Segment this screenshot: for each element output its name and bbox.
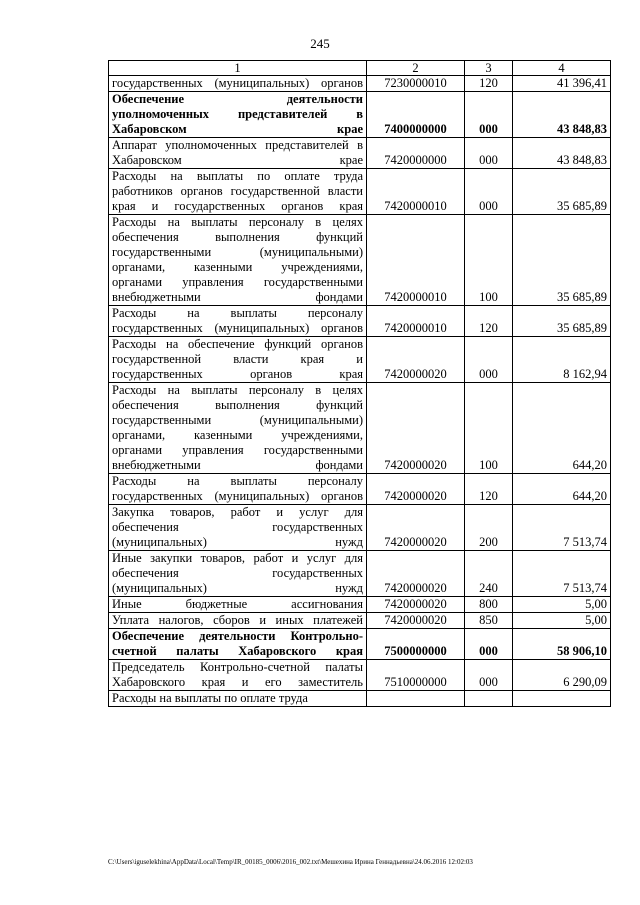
row-amount-cell: 58 906,10 [513,629,611,660]
row-code-cell: 7420000020 [367,505,465,551]
row-code-cell: 7420000010 [367,169,465,215]
row-name-cell: Расходы на выплаты персоналу государственных (муниципальных) органов [109,306,367,337]
row-code-cell: 7500000000 [367,629,465,660]
row-expense-type-cell: 000 [465,660,513,691]
column-header-amount: 4 [513,61,611,76]
row-code-cell: 7420000020 [367,551,465,597]
row-name-cell: Расходы на выплаты по оплате труда работников органов государственной власти края и государственных органов края [109,169,367,215]
row-expense-type-cell: 000 [465,138,513,169]
row-amount-cell: 35 685,89 [513,306,611,337]
row-amount-cell: 5,00 [513,613,611,629]
row-code-cell: 7420000020 [367,613,465,629]
budget-table [108,60,611,707]
table-row [109,660,611,691]
table-row [109,169,611,215]
table-row [109,597,611,613]
row-name-cell: Уплата налогов, сборов и иных платежей [109,613,367,629]
row-code-cell [367,691,465,707]
row-name-cell: Обеспечение деятельности Контрольно-счетной палаты Хабаровского края [109,629,367,660]
row-expense-type-cell: 200 [465,505,513,551]
row-amount-cell: 8 162,94 [513,337,611,383]
row-code-cell: 7420000010 [367,215,465,306]
row-expense-type-cell: 120 [465,76,513,92]
row-expense-type-cell: 000 [465,92,513,138]
row-name-cell: Председатель Контрольно-счетной палаты Хабаровского края и его заместитель [109,660,367,691]
row-amount-cell: 7 513,74 [513,505,611,551]
column-header-name: 1 [109,61,367,76]
row-expense-type-cell: 120 [465,306,513,337]
table-row [109,383,611,474]
table-row [109,337,611,383]
row-amount-cell: 41 396,41 [513,76,611,92]
row-name-cell: Аппарат уполномоченных представителей в Хабаровском крае [109,138,367,169]
row-code-cell: 7420000010 [367,306,465,337]
row-expense-type-cell: 100 [465,215,513,306]
row-amount-cell: 644,20 [513,383,611,474]
row-code-cell: 7420000000 [367,138,465,169]
table-row [109,306,611,337]
row-amount-cell: 6 290,09 [513,660,611,691]
row-name-cell: Закупка товаров, работ и услуг для обеспечения государственных (муниципальных) нужд [109,505,367,551]
column-header-expense-type: 3 [465,61,513,76]
row-amount-cell: 35 685,89 [513,215,611,306]
row-expense-type-cell: 800 [465,597,513,613]
row-name-cell: Иные закупки товаров, работ и услуг для обеспечения государственных (муниципальных) нужд [109,551,367,597]
row-code-cell: 7400000000 [367,92,465,138]
row-name-cell: государственных (муниципальных) органов [109,76,367,92]
row-code-cell: 7420000020 [367,337,465,383]
row-expense-type-cell: 120 [465,474,513,505]
row-name-cell: Расходы на выплаты персоналу в целях обеспечения выполнения функций государственными (муниципальными) органами, казенными учреждениями, органами управления государственными внебюджетными фондами [109,215,367,306]
table-row [109,215,611,306]
column-header-code: 2 [367,61,465,76]
table-row [109,92,611,138]
row-expense-type-cell [465,691,513,707]
row-name-cell: Расходы на выплаты персоналу государственных (муниципальных) органов [109,474,367,505]
table-row [109,76,611,92]
row-name-cell: Расходы на выплаты персоналу в целях обеспечения выполнения функций государственными (муниципальными) органами, казенными учреждениями, органами управления государственными внебюджетными фондами [109,383,367,474]
row-code-cell: 7230000010 [367,76,465,92]
row-expense-type-cell: 000 [465,169,513,215]
row-amount-cell: 43 848,83 [513,92,611,138]
row-amount-cell: 7 513,74 [513,551,611,597]
row-code-cell: 7420000020 [367,597,465,613]
table-row [109,138,611,169]
row-name-cell: Расходы на обеспечение функций органов государственной власти края и государственных органов края [109,337,367,383]
row-expense-type-cell: 240 [465,551,513,597]
row-name-cell: Иные бюджетные ассигнования [109,597,367,613]
row-amount-cell: 35 685,89 [513,169,611,215]
row-amount-cell: 644,20 [513,474,611,505]
table-row [109,691,611,707]
table-row [109,551,611,597]
row-name-cell: Расходы на выплаты по оплате труда [109,691,367,707]
table-row [109,474,611,505]
row-amount-cell [513,691,611,707]
row-expense-type-cell: 000 [465,629,513,660]
table-row [109,613,611,629]
row-code-cell: 7420000020 [367,383,465,474]
table-row [109,505,611,551]
row-amount-cell: 43 848,83 [513,138,611,169]
row-name-cell: Обеспечение деятельности уполномоченных представителей в Хабаровском крае [109,92,367,138]
file-path-footer: C:\Users\iguselekhina\AppData\Local\Temp\IR_00185_0006\2016_002.txt\Мешехина Ирина Геннадьевна\24.06.2016 12:02:03 [108,858,473,866]
row-code-cell: 7510000000 [367,660,465,691]
row-expense-type-cell: 000 [465,337,513,383]
page-number: 245 [310,36,330,51]
row-expense-type-cell: 100 [465,383,513,474]
header-row [109,61,611,76]
row-amount-cell: 5,00 [513,597,611,613]
row-expense-type-cell: 850 [465,613,513,629]
row-code-cell: 7420000020 [367,474,465,505]
table-row [109,629,611,660]
